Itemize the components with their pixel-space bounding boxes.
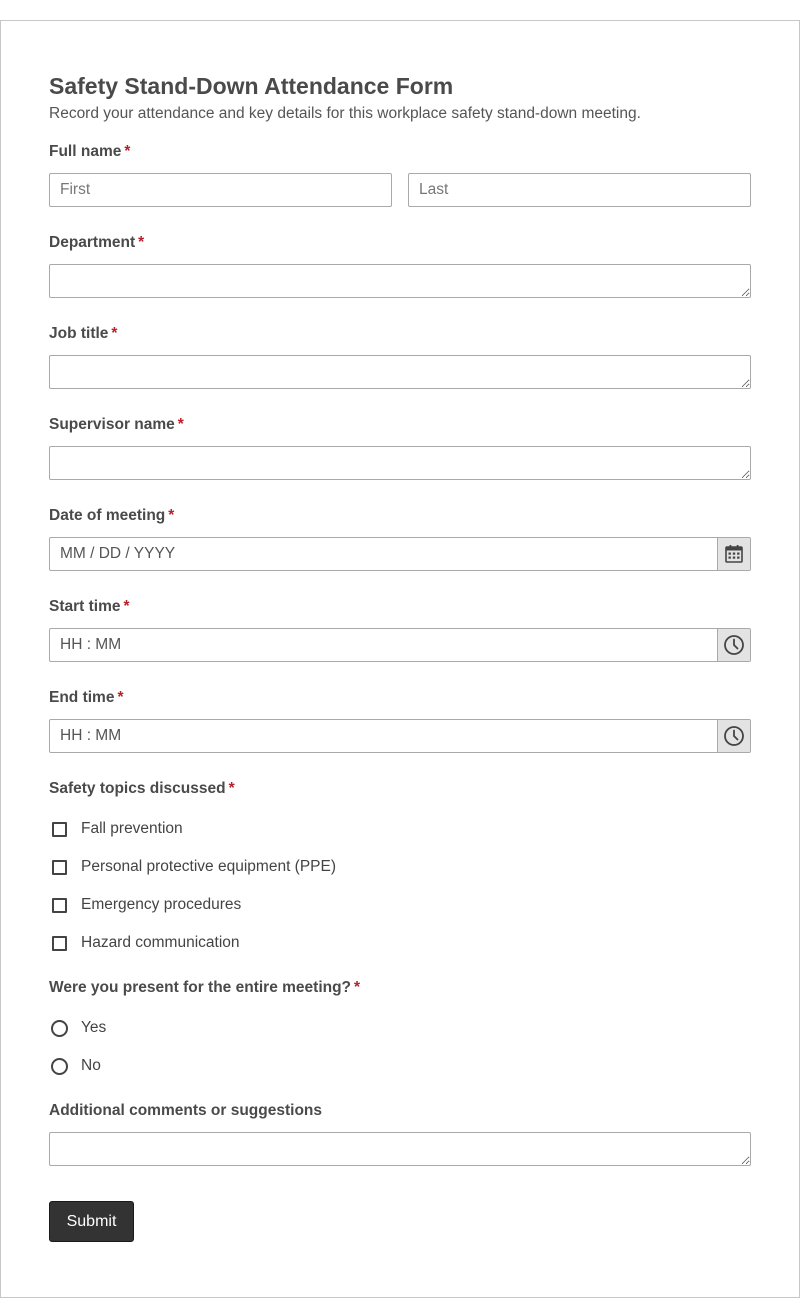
date-placeholder: MM / DD / YYYY xyxy=(60,545,176,562)
required-marker: * xyxy=(117,689,124,706)
required-marker: * xyxy=(168,507,175,524)
no-radio[interactable] xyxy=(51,1058,68,1075)
topic-option-fall-prevention[interactable] xyxy=(49,817,183,841)
comments-input[interactable] xyxy=(49,1132,751,1166)
first-name-input[interactable] xyxy=(49,173,392,207)
form-subtitle: Record your attendance and key details for this workplace safety stand-down meeting. xyxy=(49,105,641,122)
end-time-input[interactable] xyxy=(49,719,751,753)
submit-button[interactable]: Submit xyxy=(49,1201,134,1242)
clock-icon xyxy=(723,634,745,656)
department-field-wrap xyxy=(49,264,751,298)
required-marker: * xyxy=(354,979,361,996)
date-label xyxy=(49,507,174,525)
required-marker: * xyxy=(124,143,131,160)
comments-label xyxy=(49,1102,322,1120)
topic-option-emergency[interactable] xyxy=(49,893,242,917)
department-label xyxy=(49,234,144,252)
end-time-label xyxy=(49,689,124,707)
department-label-text: Department xyxy=(49,234,136,251)
fall-prevention-label[interactable]: Fall prevention xyxy=(81,820,183,837)
required-marker: * xyxy=(177,416,184,433)
emergency-procedures-label[interactable]: Emergency procedures xyxy=(81,896,242,913)
supervisor-label-text: Supervisor name xyxy=(49,416,175,433)
job-title-label xyxy=(49,325,117,343)
present-label-text: Were you present for the entire meeting? xyxy=(49,979,352,996)
start-time-label-text: Start time xyxy=(49,598,121,615)
present-option-no[interactable] xyxy=(49,1054,101,1078)
date-input[interactable] xyxy=(49,537,751,571)
required-marker: * xyxy=(228,780,235,797)
ppe-checkbox[interactable] xyxy=(52,860,67,875)
ppe-label[interactable]: Personal protective equipment (PPE) xyxy=(81,858,337,875)
end-time-label-text: End time xyxy=(49,689,115,706)
required-marker: * xyxy=(111,325,118,342)
yes-radio[interactable] xyxy=(51,1020,68,1037)
hazard-communication-label[interactable]: Hazard communication xyxy=(81,934,240,951)
yes-label[interactable]: Yes xyxy=(81,1019,107,1036)
supervisor-label xyxy=(49,416,184,434)
present-option-yes[interactable] xyxy=(49,1016,107,1040)
start-time-picker-button[interactable] xyxy=(717,629,750,661)
no-label[interactable]: No xyxy=(81,1057,101,1074)
topics-label-text: Safety topics discussed xyxy=(49,780,226,797)
date-label-text: Date of meeting xyxy=(49,507,166,524)
full-name-label xyxy=(49,143,130,161)
job-title-input[interactable] xyxy=(49,355,751,389)
required-marker: * xyxy=(123,598,130,615)
calendar-icon xyxy=(724,544,744,564)
topic-option-ppe[interactable] xyxy=(49,855,337,879)
form-title: Safety Stand-Down Attendance Form xyxy=(49,73,454,99)
end-time-placeholder: HH : MM xyxy=(60,727,122,744)
start-time-label xyxy=(49,598,130,616)
topics-label xyxy=(49,780,235,798)
required-marker: * xyxy=(138,234,145,251)
comments-label-text: Additional comments or suggestions xyxy=(49,1102,322,1119)
topic-option-hazard[interactable] xyxy=(49,931,240,955)
emergency-procedures-checkbox[interactable] xyxy=(52,898,67,913)
present-label xyxy=(49,979,360,997)
job-title-field-wrap xyxy=(49,355,751,389)
supervisor-input[interactable] xyxy=(49,446,751,480)
start-time-placeholder: HH : MM xyxy=(60,636,122,653)
comments-field-wrap xyxy=(49,1132,751,1166)
end-time-picker-button[interactable] xyxy=(717,720,750,752)
job-title-label-text: Job title xyxy=(49,325,109,342)
fall-prevention-checkbox[interactable] xyxy=(52,822,67,837)
full-name-label-text: Full name xyxy=(49,143,122,160)
last-name-input[interactable] xyxy=(408,173,751,207)
hazard-communication-checkbox[interactable] xyxy=(52,936,67,951)
department-input[interactable] xyxy=(49,264,751,298)
clock-icon xyxy=(723,725,745,747)
supervisor-field-wrap xyxy=(49,446,751,480)
form-container xyxy=(0,20,800,1298)
date-picker-button[interactable] xyxy=(717,538,750,570)
start-time-input[interactable] xyxy=(49,628,751,662)
